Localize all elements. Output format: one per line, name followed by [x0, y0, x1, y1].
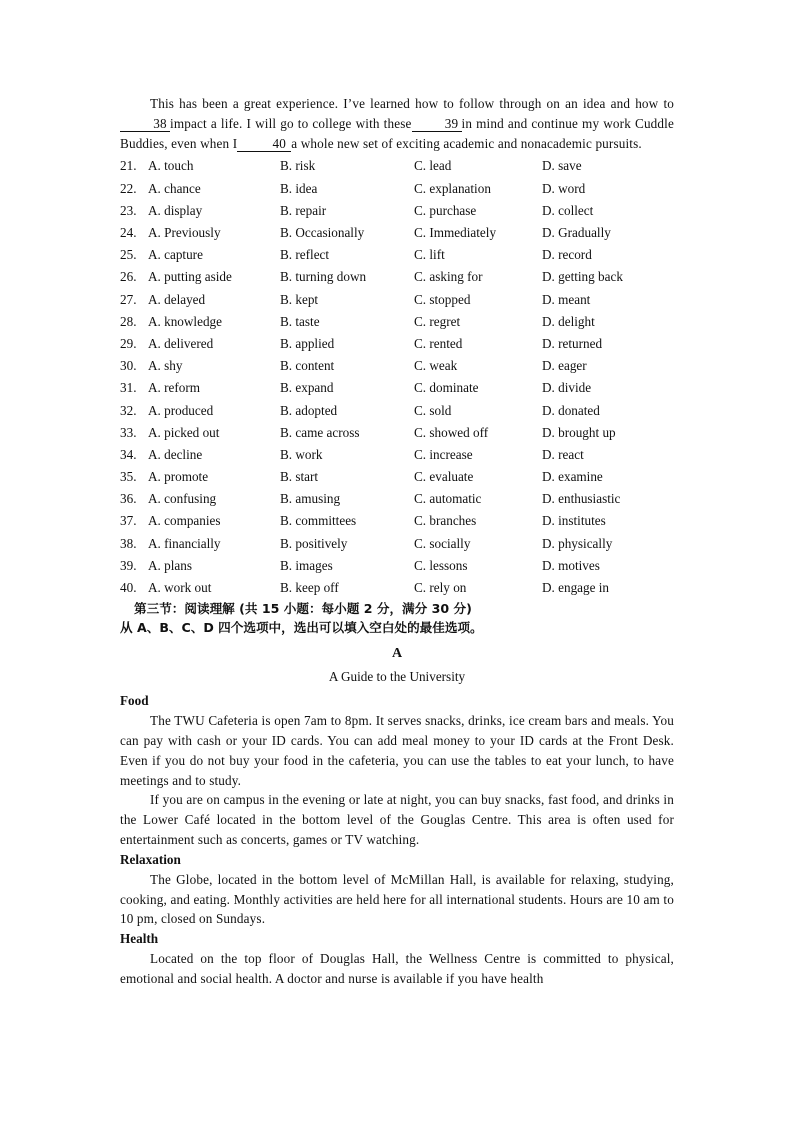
option-c: C. automatic — [414, 491, 482, 507]
option-a: A. shy — [148, 358, 183, 374]
option-row — [120, 444, 674, 466]
option-c: C. weak — [414, 358, 458, 374]
question-number: 23. — [120, 202, 137, 218]
question-number: 40. — [120, 580, 137, 596]
option-row — [120, 333, 674, 355]
option-d: D. engage in — [542, 580, 610, 596]
option-d: D. institutes — [542, 513, 606, 529]
blank-39: 39 — [412, 116, 462, 132]
option-b: B. turning down — [280, 269, 367, 285]
option-row — [120, 289, 674, 311]
option-a: A. delayed — [148, 291, 206, 307]
option-b: B. amusing — [280, 491, 341, 507]
question-number: 22. — [120, 180, 137, 196]
question-number: 33. — [120, 424, 137, 440]
option-a: A. financially — [148, 535, 221, 551]
option-a: A. work out — [148, 580, 212, 596]
option-row — [120, 311, 674, 333]
option-d: D. Gradually — [542, 225, 611, 241]
option-a: A. Previously — [148, 225, 221, 241]
option-row — [120, 244, 674, 266]
option-c: C. rented — [414, 335, 463, 351]
option-b: B. committees — [280, 513, 357, 529]
option-a: A. decline — [148, 446, 203, 462]
option-c: C. socially — [414, 535, 471, 551]
option-c: C. branches — [414, 513, 477, 529]
relaxation-heading: Relaxation — [120, 851, 181, 867]
option-d: D. react — [542, 446, 584, 462]
option-b: B. start — [280, 469, 319, 485]
option-d: D. getting back — [542, 269, 623, 285]
option-b: B. came across — [280, 424, 360, 440]
intro-text-1: This has been a great experience. I’ve learned how to follow through on an idea and how to — [150, 96, 674, 111]
option-a: A. chance — [148, 180, 201, 196]
option-c: C. asking for — [414, 269, 483, 285]
option-c: C. lead — [414, 158, 452, 174]
passage-title: A Guide to the University — [328, 669, 466, 685]
intro-paragraph — [120, 94, 674, 153]
option-row — [120, 399, 674, 421]
option-d: D. record — [542, 247, 592, 263]
option-row — [120, 577, 674, 599]
option-d: D. meant — [542, 291, 591, 307]
question-number: 26. — [120, 269, 137, 285]
option-d: D. examine — [542, 469, 603, 485]
option-row — [120, 422, 674, 444]
options-list — [120, 155, 674, 599]
food-paragraph-1: The TWU Cafeteria is open 7am to 8pm. It serves snacks, drinks, ice cream bars and meals. You can pay with cash or your ID cards. You can add meal money to your ID cards at the Front Desk. Even if you do not buy your food in the cafeteria, you can use the tables to eat your lunch, to have meetings and to study. — [120, 713, 674, 788]
question-number: 36. — [120, 491, 137, 507]
question-number: 38. — [120, 535, 137, 551]
question-number: 37. — [120, 513, 137, 529]
option-row — [120, 555, 674, 577]
option-c: C. evaluate — [414, 469, 474, 485]
option-b: B. adopted — [280, 402, 338, 418]
option-row — [120, 533, 674, 555]
option-c: C. dominate — [414, 380, 479, 396]
option-c: C. explanation — [414, 180, 491, 196]
option-row — [120, 200, 674, 222]
question-number: 24. — [120, 225, 137, 241]
option-a: A. putting aside — [148, 269, 232, 285]
question-number: 35. — [120, 469, 137, 485]
option-c: C. regret — [414, 313, 461, 329]
option-b: B. idea — [280, 180, 318, 196]
question-number: 31. — [120, 380, 137, 396]
option-b: B. images — [280, 557, 333, 573]
option-b: B. kept — [280, 291, 319, 307]
option-b: B. content — [280, 358, 335, 374]
option-a: A. plans — [148, 557, 192, 573]
option-b: B. risk — [280, 158, 316, 174]
option-c: C. stopped — [414, 291, 471, 307]
passage-letter: A — [391, 646, 403, 662]
option-a: A. display — [148, 202, 203, 218]
question-number: 29. — [120, 335, 137, 351]
option-row — [120, 178, 674, 200]
health-heading: Health — [120, 931, 159, 947]
option-d: D. physically — [542, 535, 613, 551]
option-d: D. word — [542, 180, 586, 196]
option-row — [120, 155, 674, 177]
food-heading: Food — [120, 693, 149, 709]
section-instruction: 从 A、B、C、D 四个选项中，选出可以填入空白处的最佳选项。 — [120, 620, 483, 636]
option-c: C. purchase — [414, 202, 477, 218]
option-row — [120, 266, 674, 288]
option-c: C. increase — [414, 446, 473, 462]
exam-page — [120, 94, 674, 989]
option-c: C. Immediately — [414, 225, 497, 241]
food-paragraph-2: If you are on campus in the evening or late at night, you can buy snacks, fast food, and drinks in the Lower Café located in the bottom level of the Gouglas Centre. This area is often used for entertainment such as concerts, games or TV watching. — [120, 792, 674, 847]
option-b: B. applied — [280, 335, 335, 351]
option-d: D. save — [542, 158, 582, 174]
question-number: 34. — [120, 446, 137, 462]
option-b: B. reflect — [280, 247, 330, 263]
option-d: D. returned — [542, 335, 603, 351]
option-b: B. positively — [280, 535, 348, 551]
question-number: 28. — [120, 313, 137, 329]
option-d: D. divide — [542, 380, 592, 396]
question-number: 30. — [120, 358, 137, 374]
option-a: A. confusing — [148, 491, 217, 507]
option-d: D. motives — [542, 557, 600, 573]
option-row — [120, 488, 674, 510]
option-d: D. eager — [542, 358, 587, 374]
relaxation-paragraph: The Globe, located in the bottom level of McMillan Hall, is available for relaxing, studying, cooking, and eating. Monthly activities are held here for all international students. Hours are 10 am to 10 pm, closed on Sundays. — [120, 871, 674, 927]
option-c: C. lift — [414, 247, 445, 263]
option-b: B. keep off — [280, 580, 339, 596]
option-b: B. Occasionally — [280, 225, 365, 241]
option-a: A. produced — [148, 402, 214, 418]
option-d: D. enthusiastic — [542, 491, 621, 507]
option-row — [120, 510, 674, 532]
option-b: B. taste — [280, 313, 320, 329]
option-a: A. reform — [148, 380, 200, 396]
intro-text-4: a whole new set of exciting academic and nonacademic pursuits. — [291, 135, 642, 151]
option-b: B. work — [280, 446, 323, 462]
question-number: 32. — [120, 402, 137, 418]
health-paragraph: Located on the top floor of Douglas Hall, the Wellness Centre is committed to physical, emotional and social health. A doctor and nurse is available if you have health — [120, 951, 674, 986]
option-d: D. donated — [542, 402, 600, 418]
option-d: D. delight — [542, 313, 595, 329]
option-row — [120, 222, 674, 244]
option-c: C. lessons — [414, 557, 468, 573]
option-row — [120, 377, 674, 399]
option-b: B. repair — [280, 202, 327, 218]
option-c: C. rely on — [414, 580, 467, 596]
option-a: A. capture — [148, 247, 203, 263]
question-number: 27. — [120, 291, 137, 307]
blank-40: 40 — [237, 136, 291, 152]
option-d: D. collect — [542, 202, 594, 218]
option-c: C. showed off — [414, 424, 489, 440]
option-a: A. knowledge — [148, 313, 222, 329]
option-row — [120, 466, 674, 488]
intro-text-2: impact a life. I will go to college with these — [170, 115, 412, 131]
option-a: A. promote — [148, 469, 209, 485]
question-number: 25. — [120, 247, 137, 263]
option-a: A. touch — [148, 158, 194, 174]
option-a: A. picked out — [148, 424, 220, 440]
option-d: D. brought up — [542, 424, 616, 440]
option-a: A. companies — [148, 513, 221, 529]
option-b: B. expand — [280, 380, 334, 396]
option-c: C. sold — [414, 402, 452, 418]
intro-text-3: in mind and continue my work Cuddle Buddies, even when I — [120, 115, 674, 151]
question-number: 39. — [120, 557, 137, 573]
option-row — [120, 355, 674, 377]
option-a: A. delivered — [148, 335, 214, 351]
question-number: 21. — [120, 158, 137, 174]
section-heading: 第三节：阅读理解 (共 15 小题：每小题 2 分，满分 30 分) — [134, 601, 472, 617]
blank-38: 38 — [120, 116, 170, 132]
